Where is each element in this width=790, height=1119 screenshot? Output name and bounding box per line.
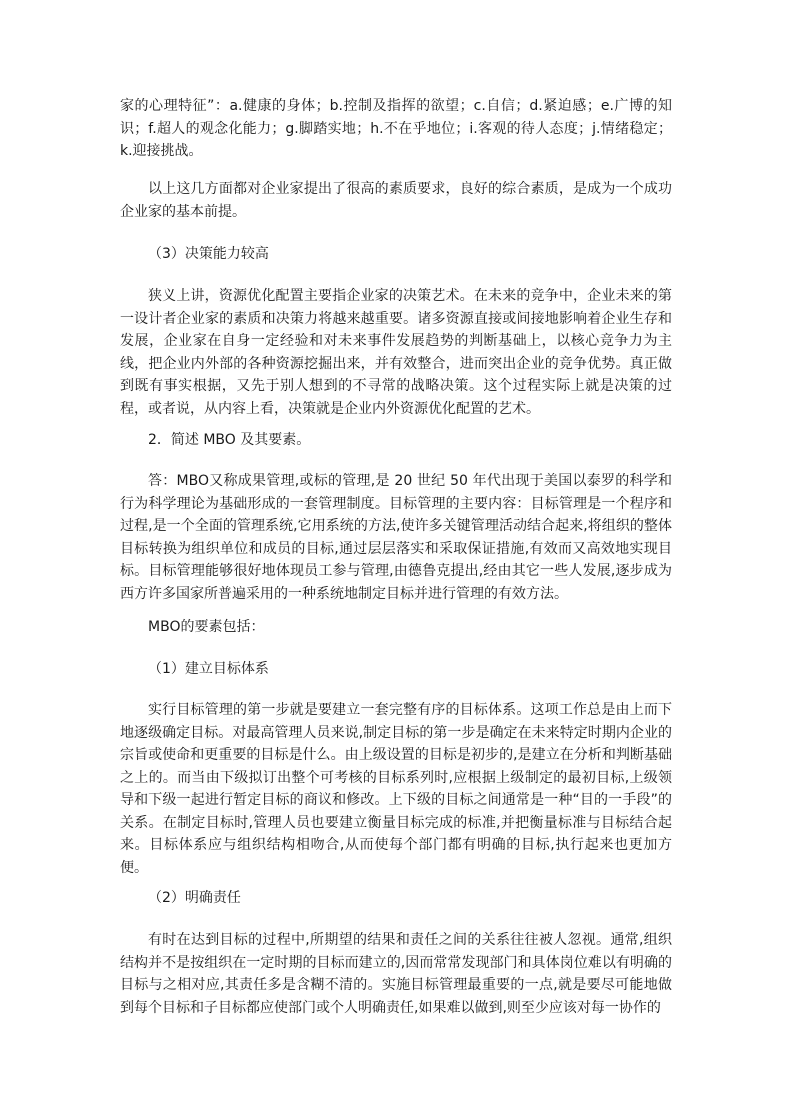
- heading-establish-goal-system: （1）建立目标体系: [148, 661, 269, 677]
- heading-mbo-elements: MBO的要素包括：: [148, 619, 265, 635]
- heading-decision-ability: （3）决策能力较高: [148, 246, 269, 262]
- paragraph-decision-art: 狭义上讲，资源优化配置主要指企业家的决策艺术。在未来的竞争中，企业未来的第一设计者企业家的素质和决策力将越来越重要。诸多资源直接或间接地影响着企业生存和发展，企业家在自身一定经验和对未来事件发展趋势的判断基础上，以核心竞争力为主线，把企业内外部的各种资源挖掘出来，并有效整合，进而突出企业的竞争优势。真正做到既有事实根据，又先于别人想到的不寻常的战略决策。这个过程实际上就是决策的过程，或者说，从内容上看，决策就是企业内外资源优化配置的艺术。: [120, 288, 672, 417]
- paragraph-quality-summary: 以上这几方面都对企业家提出了很高的素质要求，良好的综合素质，是成为一个成功企业家的基本前提。: [120, 181, 672, 220]
- paragraph-mbo-answer: 答：MBO又称成果管理,或标的管理,是 20 世纪 50 年代出现于美国以泰罗的科学和行为科学理论为基础形成的一套管理制度。目标管理的主要内容：目标管理是一个程序和过程,是一个全面的管理系统,它用系统的方法,使许多关键管理活动结合起来,将组织的整体目标转换为组织单位和成员的目标,通过层层落实和采取保证措施,有效而又高效地实现目标。目标管理能够很好地体现员工参与管理,由德鲁克提出,经由其它一些人发展,逐步成为西方许多国家所普遍采用的一种系统地制定目标并进行管理的有效方法。: [120, 473, 672, 602]
- paragraph-entrepreneur-traits: 家的心理特征”：a.健康的身体；b.控制及指挥的欲望；c.自信；d.紧迫感；e.广博的知识；f.超人的观念化能力；g.脚踏实地；h.不在乎地位；i.客观的待人态度；j.情绪稳定；k.迎接挑战。: [120, 98, 672, 159]
- paragraph-goal-system: 实行目标管理的第一步就是要建立一套完整有序的目标体系。这项工作总是由上而下地逐级确定目标。对最高管理人员来说,制定目标的第一步是确定在未来特定时期内企业的宗旨或使命和更重要的目标是什么。由上级设置的目标是初步的,是建立在分析和判断基础之上的。而当由下级拟订出整个可考核的目标系列时,应根据上级制定的最初目标,上级领导和下级一起进行暂定目标的商议和修改。上下级的目标之间通常是一种“目的一手段”的关系。在制定目标时,管理人员也要建立衡量目标完成的标准,并把衡量标准与目标结合起来。目标体系应与组织结构相吻合,从而使每个部门都有明确的目标,执行起来也更加方便。: [120, 702, 672, 876]
- heading-mbo-question: 2．简述 MBO 及其要素。: [148, 432, 311, 448]
- paragraph-responsibility: 有时在达到目标的过程中,所期望的结果和责任之间的关系往往被人忽视。通常,组织结构并不是按组织在一定时期的目标而建立的,因而常常发现部门和具体岗位难以有明确的目标与之相对应,其责任多是含糊不清的。实施目标管理最重要的一点,就是要尽可能地做到每个目标和子目标都应使部门或个人明确责任,如果难以做到,则至少应该对每一协作的: [120, 932, 672, 1016]
- heading-clarify-responsibility: （2）明确责任: [148, 890, 241, 906]
